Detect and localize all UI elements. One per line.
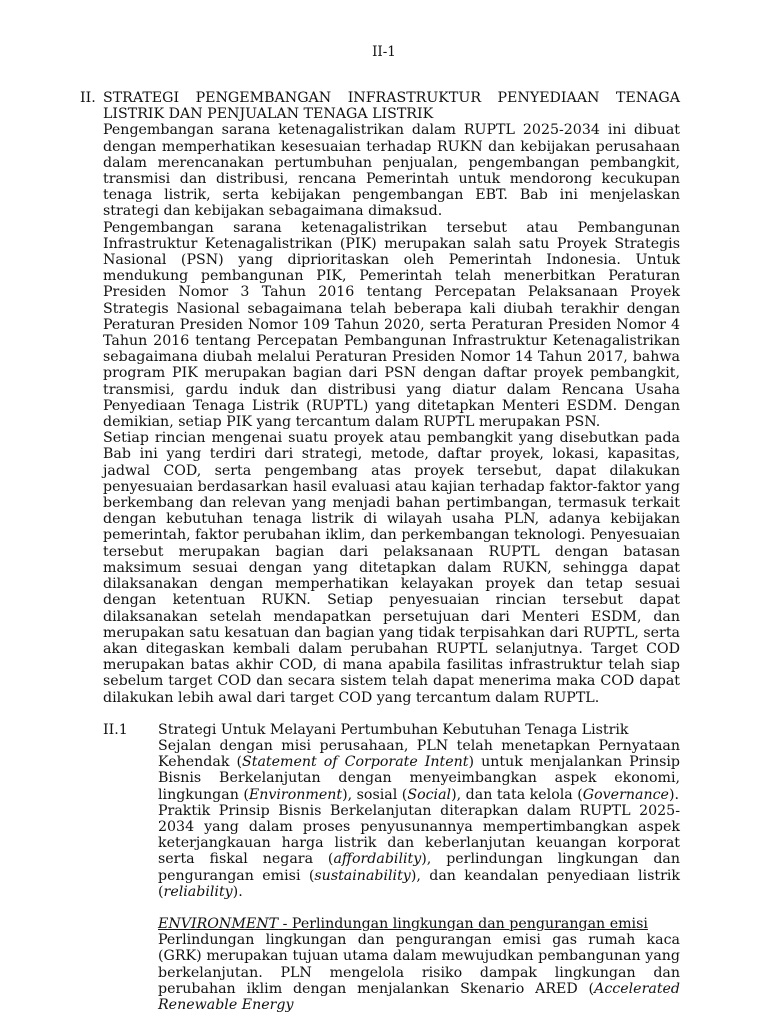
text-segment: Perlindungan lingkungan dan pengurangan emisi gas rumah kaca (GRK) merupakan tujuan utama dalam mewujudkan pembangunan yang berkelanjutan. PLN mengelola risiko dampak lingkungan dan perubahan iklim dengan menjalankan Skenario ARED ( [158, 932, 680, 997]
italic-term: reliability [163, 883, 233, 900]
page-number: II-1 [372, 44, 396, 60]
text-segment: Sejalan dengan misi perusahaan, PLN telah menetapkan Pernyataan Kehendak ( [158, 737, 680, 771]
environment-heading-term: ENVIRONMENT [158, 915, 279, 932]
italic-term: Accelerated Renewable Energy [158, 980, 680, 1013]
text-segment: ), sosial ( [342, 786, 408, 803]
text-segment: ) untuk menjalankan Prinsip Bisnis Berkelanjutan dengan menyeimbangkan aspek ekonomi, lingkungan ( [158, 754, 681, 803]
text-segment: ). [232, 883, 243, 900]
italic-term: Governance [582, 786, 669, 803]
paragraph-environment [158, 932, 680, 1013]
italic-term: Environment [248, 786, 343, 803]
section-body [80, 122, 680, 1013]
text-segment: ). [668, 786, 679, 803]
paragraph-pik: Pengembangan sarana ketenagalistrikan tersebut atau Pembangunan Infrastruktur Ketenagalistrikan (PIK) merupakan salah satu Proyek Strategis Nasional (PSN) yang diprioritaskan oleh Pemerintah Indonesia. Untuk mendukung pembangunan PIK, Pemerintah telah menerbitkan Peraturan Presiden Nomor 3 Tahun 2016 tentang Percepatan Pelaksanaan Proyek Strategis Nasional sebagaimana telah beberapa kali diubah terakhir dengan Peraturan Presiden Nomor 109 Tahun 2020, serta Peraturan Presiden Nomor 4 Tahun 2016 tentang Percepatan Pembangunan Infrastruktur Ketenagalistrikan sebagaimana diubah melalui Peraturan Presiden Nomor 14 Tahun 2017, bahwa program PIK merupakan bagian dari PSN dengan daftar proyek pembangkit, transmisi, gardu induk dan distribusi yang diatur dalam Rencana Usaha Penyediaan Tenaga Listrik (RUPTL) yang ditetapkan Menteri ESDM. Dengan demikian, setiap PIK yang tercantum dalam RUPTL merupakan PSN. [103, 219, 680, 431]
section-ii [80, 90, 680, 1013]
environment-block [158, 916, 680, 1013]
italic-term: sustainability [314, 867, 411, 884]
subsection-body [158, 722, 680, 1013]
section-title: STRATEGI PENGEMBANGAN INFRASTRUKTUR PENYEDIAAN TENAGA LISTRIK DAN PENJUALAN TENAGA LISTRIK [103, 90, 680, 123]
environment-heading [158, 916, 680, 932]
italic-term: affordability [333, 851, 422, 868]
section-heading [80, 90, 680, 122]
text-segment: Praktik Prinsip Bisnis Berkelanjutan diterapkan dalam RUPTL 2025-2034 yang dalam proses penyusunannya mempertimbangkan aspek keterjangkauan harga listrik dan keberlanjutan keuangan korporat serta fiskal negara ( [158, 802, 680, 868]
paragraph-intro: Pengembangan sarana ketenagalistrikan dalam RUPTL 2025-2034 ini dibuat dengan memperhatikan kesesuaian terhadap RUKN dan kebijakan perusahaan dalam merencanakan pertumbuhan penjualan, pengembangan pembangkit, transmisi dan distribusi, rencana Pemerintah untuk mendorong kecukupan tenaga listrik, serta kebijakan pengembangan EBT. Bab ini menjelaskan strategi dan kebijakan sebagaimana dimaksud. [103, 122, 680, 220]
environment-heading-text: - Perlindungan lingkungan dan pengurangan emisi [278, 915, 648, 932]
paragraph-adjustment: Setiap rincian mengenai suatu proyek atau pembangkit yang disebutkan pada Bab ini yang terdiri dari strategi, metode, daftar proyek, lokasi, kapasitas, jadwal COD, serta pengembang atas proyek tersebut, dapat dilakukan penyesuaian berdasarkan hasil evaluasi atau kajian terhadap faktor-faktor yang berkembang dan relevan yang menjadi bahan pertimbangan, termasuk terkait dengan kebutuhan tenaga listrik di wilayah usaha PLN, adanya kebijakan pemerintah, faktor perubahan iklim, dan perkembangan teknologi. Penyesuaian tersebut merupakan bagian dari pelaksanaan RUPTL dengan batasan maksimum sesuai dengan yang ditetapkan dalam RUKN, sehingga dapat dilaksanakan dengan memperhatikan kelayakan proyek dan tetap sesuai dengan ketentuan RUKN. Setiap penyesuaian rincian tersebut dapat dilaksanakan setelah mendapatkan persetujuan dari Menteri ESDM, dan merupakan satu kesatuan dan bagian yang tidak terpisahkan dari RUPTL, serta akan ditegaskan kembali dalam perubahan RUPTL selanjutnya. Target COD merupakan batas akhir COD, di mana apabila fasilitas infrastruktur telah siap sebelum target COD dan secara sistem telah dapat menerima maka COD dapat dilakukan lebih awal dari target COD yang tercantum dalam RUPTL. [103, 430, 680, 706]
text-segment: ), perlindungan lingkungan dan pengurangan emisi ( [158, 851, 680, 884]
subsection-ii-1 [103, 722, 680, 1013]
paragraph-corporate-intent [158, 738, 680, 803]
text-segment: ), dan tata kelola ( [451, 786, 583, 803]
subsection-number: II.1 [103, 721, 128, 738]
italic-term: Statement of Corporate Intent [242, 754, 469, 771]
italic-term: Social [407, 786, 452, 803]
text-segment: ), dan keandalan penyediaan listrik ( [158, 867, 681, 900]
paragraph-sustainable-principles [158, 803, 680, 900]
subsection-title: Strategi Untuk Melayani Pertumbuhan Kebutuhan Tenaga Listrik [158, 721, 629, 738]
section-number: II. [80, 90, 96, 106]
